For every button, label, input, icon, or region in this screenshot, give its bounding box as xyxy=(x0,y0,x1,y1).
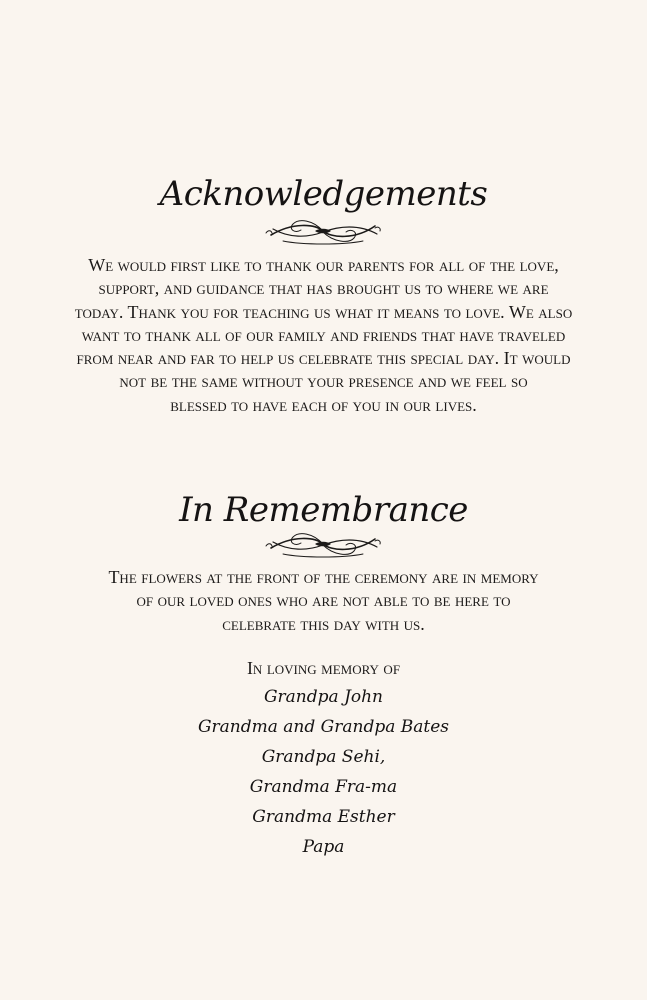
acknowledgements-title: Acknowledgements xyxy=(159,174,488,214)
text-line: celebrate this day with us. xyxy=(222,613,425,634)
text-line: want to thank all of our family and friends that have traveled xyxy=(81,324,566,345)
list-item: Grandpa Sehi, xyxy=(261,747,386,767)
text-line: The flowers at the front of the ceremony are in memory xyxy=(108,567,539,587)
scroll-flourish-icon xyxy=(263,527,384,561)
text-line: blessed to have each of you in our lives. xyxy=(170,394,477,415)
acknowledgements-text xyxy=(0,254,647,417)
remembrance-text xyxy=(0,566,647,636)
text-line: support, and guidance that has brought us to where we are xyxy=(98,278,549,299)
text-line: today. Thank you for teaching us what it means to love. We also xyxy=(74,301,573,322)
remembrance-title: In Remembrance xyxy=(179,490,468,530)
list-item: Grandma and Grandpa Bates xyxy=(197,717,450,737)
list-item: Grandma Fra-ma xyxy=(249,777,398,797)
text-line: of our loved ones who are not able to be here to xyxy=(136,590,511,611)
list-item: Grandpa John xyxy=(263,687,384,707)
scroll-flourish-icon xyxy=(263,214,384,248)
memorial-names-list xyxy=(0,682,647,862)
list-item: Papa xyxy=(302,837,345,857)
text-line: We would first like to thank our parents for all of the love, xyxy=(88,255,559,275)
memory-heading xyxy=(0,657,647,680)
list-item: Grandma Esther xyxy=(252,807,395,827)
memory-heading-text: In loving memory of xyxy=(246,658,401,678)
text-line: not be the same without your presence and we feel so xyxy=(119,371,528,392)
text-line: from near and far to help us celebrate this special day. It would xyxy=(76,348,571,369)
